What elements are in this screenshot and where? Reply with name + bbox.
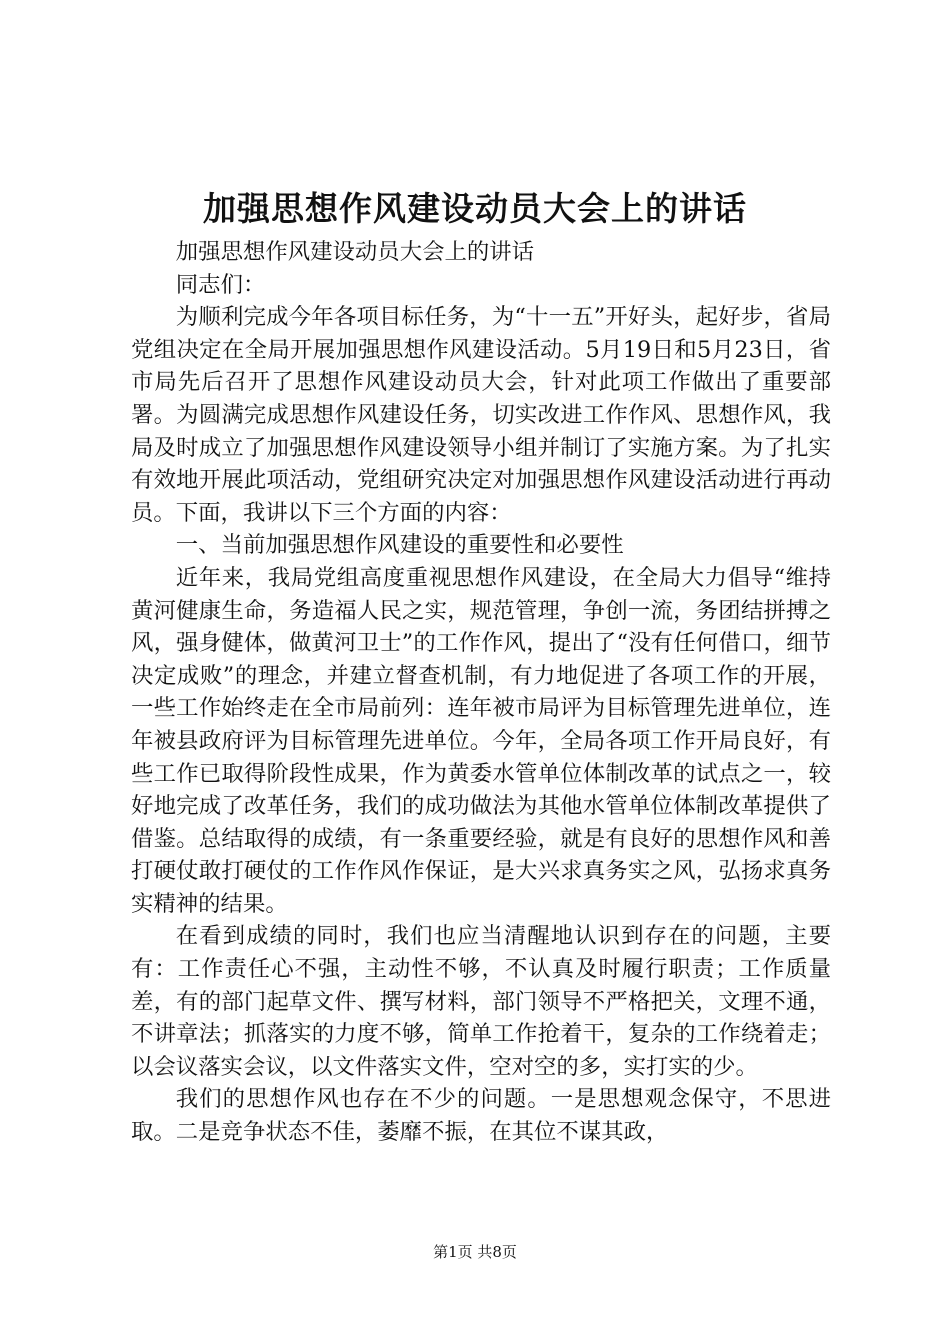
body-paragraph: 近年来，我局党组高度重视思想作风建设，在全局大力倡导“维持黄河健康生命，务造福人民之实，规范管理，争创一流，务团结拼搏之风，强身健体，做黄河卫士”的工作作风，提出了“没有任何借口，细节决定成败”的理念，并建立督查机制，有力地促进了各项工作的开展，一些工作始终走在全市局前列：连年被市局评为目标管理先进单位，连年被县政府评为目标管理先进单位。今年，全局各项工作开局良好，有些工作已取得阶段性成果，作为黄委水管单位体制改革的试点之一，较好地完成了改革任务，我们的成功做法为其他水管单位体制改革提供了借鉴。总结取得的成绩，有一条重要经验，就是有良好的思想作风和善打硬仗敢打硬仗的工作作风作保证，是大兴求真务实之风，弘扬求真务实精神的结果。 — [131, 564, 831, 917]
document-body — [131, 236, 831, 1149]
page-footer — [0, 1242, 950, 1262]
body-paragraph: 为顺利完成今年各项目标任务，为“十一五”开好头，起好步，省局党组决定在全局开展加强思想作风建设活动。5月19日和5月23日，省市局先后召开了思想作风建设动员大会，针对此项工作做出了重要部署。为圆满完成思想作风建设任务，切实改进工作作风、思想作风，我局及时成立了加强思想作风建设领导小组并制订了实施方案。为了扎实有效地开展此项活动，党组研究决定对加强思想作风建设活动进行再动员。下面，我讲以下三个方面的内容： — [131, 304, 831, 526]
document-title: 加强思想作风建设动员大会上的讲话 — [203, 189, 747, 228]
body-paragraph: 在看到成绩的同时，我们也应当清醒地认识到存在的问题，主要有：工作责任心不强，主动性不够，不认真及时履行职责；工作质量差，有的部门起草文件、撰写材料，部门领导不严格把关，文理不通，不讲章法；抓落实的力度不够，简单工作抢着干，复杂的工作绕着走；以会议落实会议，以文件落实文件，空对空的多，实打实的少。 — [131, 923, 831, 1080]
page-number: 第1页 共8页 — [433, 1243, 517, 1261]
salutation-paragraph: 同志们： — [175, 271, 266, 298]
section-heading: 一、当前加强思想作风建设的重要性和必要性 — [175, 532, 624, 559]
subtitle-paragraph: 加强思想作风建设动员大会上的讲话 — [175, 239, 535, 265]
body-paragraph: 我们的思想作风也存在不少的问题。一是思想观念保守，不思进取。二是竞争状态不佳，萎靡不振，在其位不谋其政， — [131, 1086, 831, 1146]
